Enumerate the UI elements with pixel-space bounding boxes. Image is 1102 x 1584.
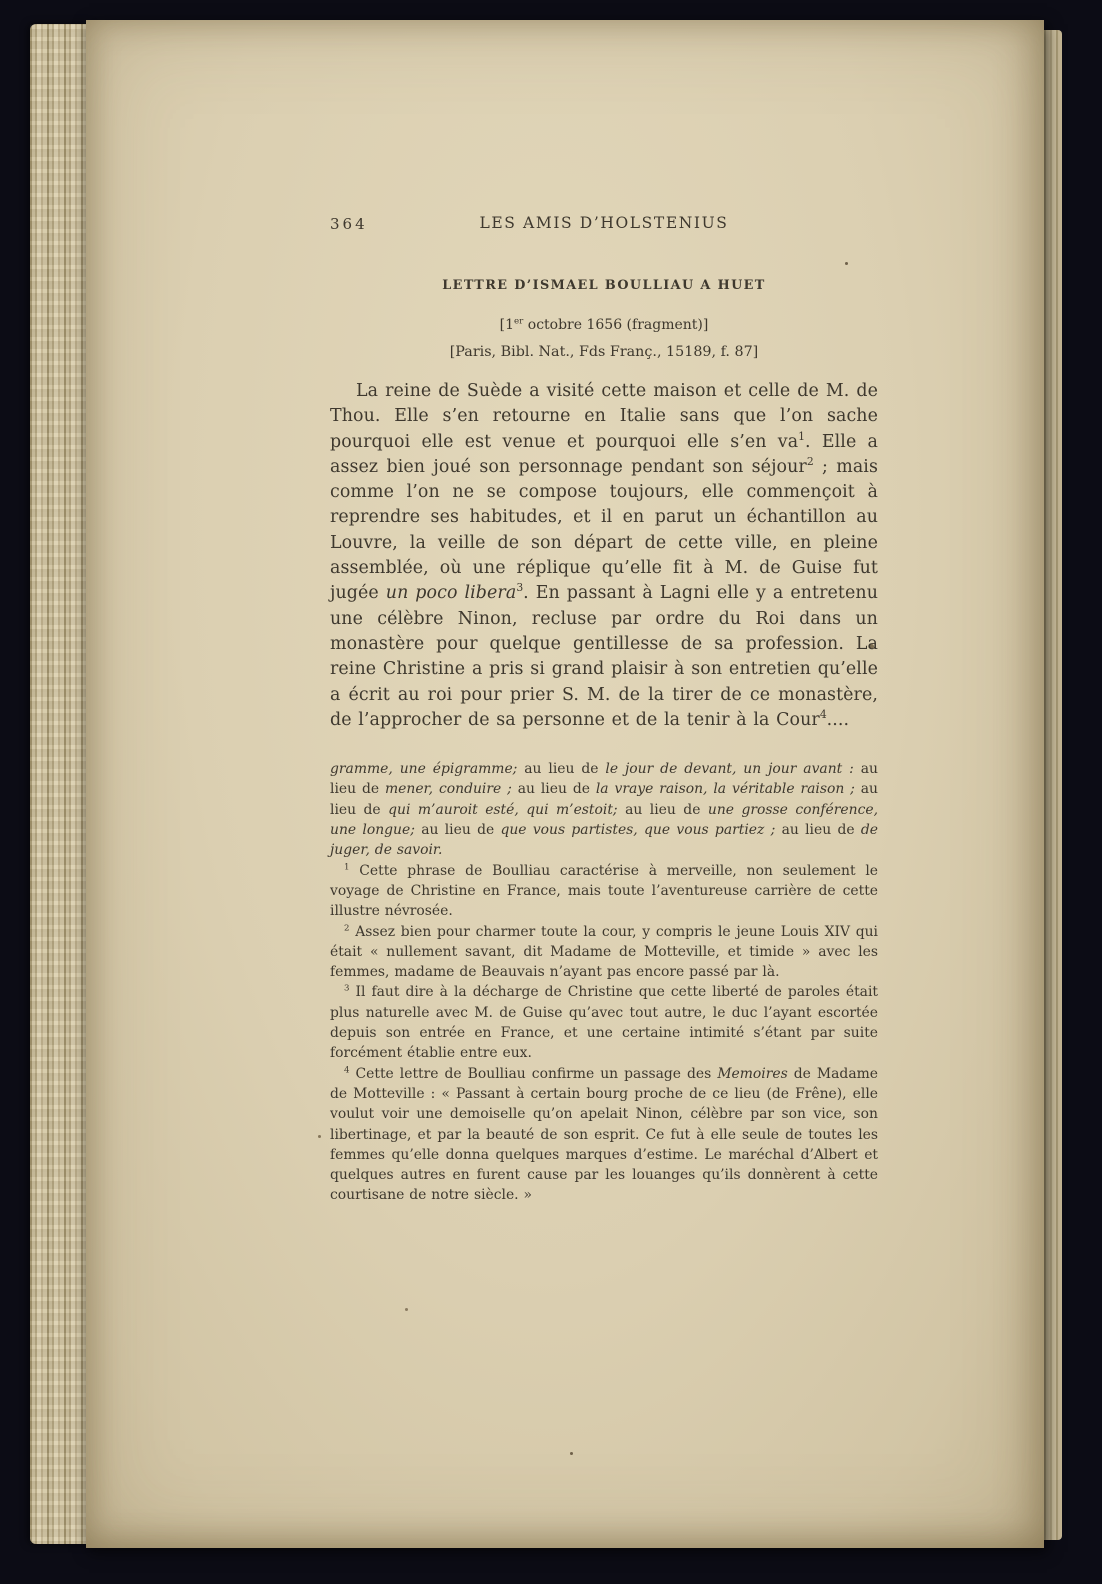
letter-date: [1er octobre 1656 (fragment)] xyxy=(499,316,709,333)
page-header xyxy=(330,214,878,236)
page-content xyxy=(330,20,878,1206)
page-stack-left-edge xyxy=(30,24,92,1544)
letter-body: La reine de Suède a visité cette maison et celle de M. de Thou. Elle s’en retourne en Italie sans que l’on sache pourquoi elle est venue et pourquoi elle s’en $va^1$. Elle a assez bien joué son personnage pendant son séjour$^2$ ; mais comme l’on ne se compose toujours, elle commençoit à reprendre ses habitudes, et il en parut un échantillon au Louvre, la veille de son départ de cette ville, en pleine assemblée, où une réplique qu’elle fit à M. de Guise fut jugée un poco libera$^3$. En passant à Lagni elle y a entretenu une célèbre Ninon, recluse par ordre du Roi dans un monastère pour quelque gentillesse de sa profession. La reine Christine a pris si grand plaisir à son entretien qu’elle a écrit au roi pour prier S. M. de la tirer de ce monastère, de l’approcher de sa personne et de la tenir à la Cour$^4$.... xyxy=(330,381,879,730)
footnote-1: $^1$ Cette phrase de Boulliau caractérise à merveille, non seulement le voyage de Christine en France, mais toute l’aventureuse carrière de cette illustre névrosée. xyxy=(330,862,878,920)
running-title: LES AMIS D’HOLSTENIUS xyxy=(479,214,729,232)
footnote-2: $^2$ Assez bien pour charmer toute la cour, y compris le jeune Louis XIV qui était « nullement savant, dit Madame de Motteville, et timide » avec les femmes, madame de Beauvais n’ayant pas encore passé par là. xyxy=(330,922,878,981)
page-number: 364 xyxy=(330,215,368,233)
footnotes-section xyxy=(330,759,878,1206)
letter-source: [Paris, Bibl. Nat., Fds Franç., 15189, f. 87] xyxy=(449,344,759,360)
book-page xyxy=(86,20,1044,1548)
letter-heading: LETTRE D’ISMAEL BOULLIAU A HUET xyxy=(442,278,766,293)
footnote-4: $^4$ Cette lettre de Boulliau confirme un passage des Memoires de Madame de Motteville : « Passant à certain bourg proche de ce lieu (de Frêne), elle voulut voir une demoiselle qu’on apelait Ninon, célèbre par son vice, son libertinage, et par la beauté de son esprit. Ce fut à elle seule de toutes les femmes qu’elle donna quelques marques d’estime. Le maréchal d’Albert et quelques autres en furent cause par les louanges qu’ils donnèrent à cette courtisane de notre siècle. » xyxy=(330,1064,879,1204)
footnote-3: $^3$ Il faut dire à la décharge de Christine que cette liberté de paroles était plus naturelle avec M. de Guise qu’avec tout autre, le duc l’ayant escortée depuis son entrée en France, et une certaine intimité s’étant par suite forcément établie entre eux. xyxy=(330,983,878,1062)
footnote-continuation: gramme, une épigramme; au lieu de le jour de devant, un jour avant : au lieu de mener, conduire ; au lieu de la vraye raison, la véritable raison ; au lieu de qui m’auroit esté, qui m’estoit; au lieu de une grosse conférence, une longue; au lieu de que vous partistes, que vous partiez ; au lieu de de juger, de savoir. xyxy=(330,761,878,859)
